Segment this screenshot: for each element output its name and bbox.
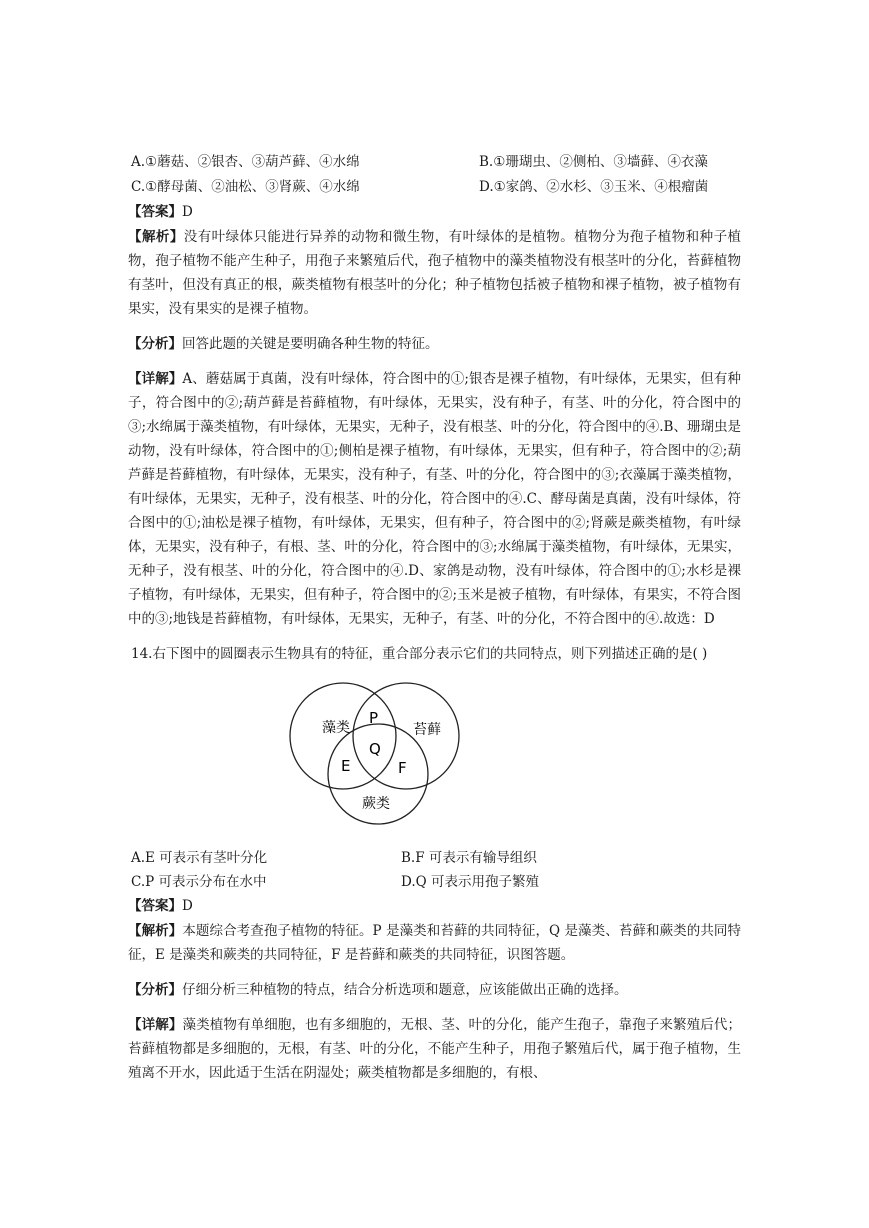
q13-fenxi-tag: 【分析】: [128, 336, 182, 352]
q14-stem: 14.右下图中的圆圈表示生物具有的特征，重合部分表示它们的共同特点，则下列描述正确的是( ): [131, 646, 708, 662]
q14-jiexi-text: 本题综合考查孢子植物的特征。P 是藻类和苔藓的共同特征，Q 是藻类、苔藓和蕨类的共同特征，E 是藻类和蕨类的共同特征，F 是苔藓和蕨类的共同特征，识图答题。: [128, 923, 741, 963]
q13-jiexi-text: 没有叶绿体只能进行异养的动物和微生物，有叶绿体的是植物。植物分为孢子植物和种子植物，孢子植物不能产生种子，用孢子来繁殖后代，孢子植物中的藻类植物没有根茎叶的分化，苔藓植物有茎叶，但没有真正的根，蕨类植物有根茎叶的分化；种子植物包括被子植物和裸子植物，被子植物有果实，没有果实的是裸子植物。: [128, 229, 742, 317]
label-fern: 蕨类: [362, 796, 390, 812]
q13-option-d: D.①家鸽、②水杉、③玉米、④根瘤菌: [479, 179, 709, 195]
q14-option-d: D.Q 可表示用孢子繁殖: [401, 874, 539, 890]
q13-answer-tag: 【答案】: [128, 204, 182, 220]
q13-options-row-1: [131, 150, 741, 175]
q14-xiangjie: [128, 1013, 741, 1085]
q13-xiangjie: [128, 367, 741, 631]
q13-jiexi: [128, 225, 741, 321]
q14-fenxi: [128, 978, 741, 1002]
q13-option-a: A.①蘑菇、②银杏、③葫芦藓、④水绵: [131, 154, 360, 170]
venn-diagram: [131, 678, 741, 828]
q14-xiangjie-text: 藻类植物有单细胞，也有多细胞的，无根、茎、叶的分化，能产生孢子，靠孢子来繁殖后代；苔藓植物都是多细胞的，无根，有茎、叶的分化，不能产生种子，用孢子繁殖后代，属于孢子植物，生殖离不开水，因此适于生活在阴湿处；蕨类植物都是多细胞的，有根、: [128, 1017, 741, 1081]
page-content: [128, 150, 742, 1087]
q13-answer: [128, 200, 741, 225]
q13-xiangjie-text: A、蘑菇属于真菌，没有叶绿体，符合图中的①;银杏是裸子植物，有叶绿体，无果实，但有种子，符合图中的②;葫芦藓是苔藓植物，有叶绿体，无果实，没有种子，有茎、叶的分化，符合图中的③;水绵属于藻类植物，有叶绿体，无果实，无种子，没有根茎、叶的分化，符合图中的④.B、珊瑚虫是动物，没有叶绿体，符合图中的①;侧柏是裸子植物，有叶绿体，无果实，但有种子，符合图中的②;葫芦藓是苔藓植物，有叶绿体，无果实，没有种子，有茎、叶的分化，符合图中的③;衣藻属于藻类植物，有叶绿体，无果实，无种子，没有根茎、叶的分化，符合图中的④.C、酵母菌是真菌，没有叶绿体，符合图中的①;油松是裸子植物，有叶绿体，无果实，但有种子，符合图中的②;肾蕨是蕨类植物，有叶绿体，无果实，没有种子，有根、茎、叶的分化，符合图中的③;水绵属于藻类植物，有叶绿体，无果实，无种子，没有根茎、叶的分化，符合图中的④.D、家鸽是动物，没有叶绿体，符合图中的①;水杉是裸子植物，有叶绿体，无果实，但有种子，符合图中的②;玉米是被子植物，有叶绿体，有果实，不符合图中的③;地钱是苔藓植物，有叶绿体，无果实，无种子，有茎、叶的分化，不符合图中的④.故选：D: [128, 371, 742, 627]
q13-option-b: B.①珊瑚虫、②侧柏、③墙藓、④衣藻: [479, 154, 708, 170]
label-f: F: [398, 759, 407, 777]
q14-jiexi: [128, 919, 741, 967]
q13-jiexi-tag: 【解析】: [128, 229, 184, 245]
q14-fenxi-tag: 【分析】: [128, 982, 182, 998]
q13-answer-value: D: [182, 204, 193, 220]
q13-option-c: C.①酵母菌、②油松、③肾蕨、④水绵: [131, 179, 360, 195]
q14-option-c: C.P 可表示分布在水中: [131, 874, 267, 890]
venn-svg: [286, 678, 476, 828]
q13-fenxi-text: 回答此题的关键是要明确各种生物的特征。: [182, 336, 439, 352]
q14-answer-value: D: [182, 898, 193, 914]
label-q: Q: [369, 740, 381, 758]
q13-fenxi: [128, 332, 741, 356]
label-e: E: [341, 757, 351, 775]
label-moss: 苔藓: [413, 722, 441, 738]
label-algae: 藻类: [322, 720, 350, 736]
q14-answer: [128, 894, 741, 919]
q14-option-b: B.F 可表示有输导组织: [401, 850, 537, 866]
q13-options-row-2: [131, 175, 741, 200]
q14-option-a: A.E 可表示有茎叶分化: [131, 850, 268, 866]
label-p: P: [369, 709, 379, 727]
q13-xiangjie-tag: 【详解】: [128, 371, 183, 387]
q14-options-row-1: [131, 846, 741, 870]
q14-answer-tag: 【答案】: [128, 898, 182, 914]
q14-xiangjie-tag: 【详解】: [128, 1017, 183, 1033]
q14-fenxi-text: 仔细分析三种植物的特点，结合分析选项和题意，应该能做出正确的选择。: [182, 982, 628, 998]
q14-jiexi-tag: 【解析】: [128, 923, 183, 939]
q14-options-row-2: [131, 870, 741, 894]
